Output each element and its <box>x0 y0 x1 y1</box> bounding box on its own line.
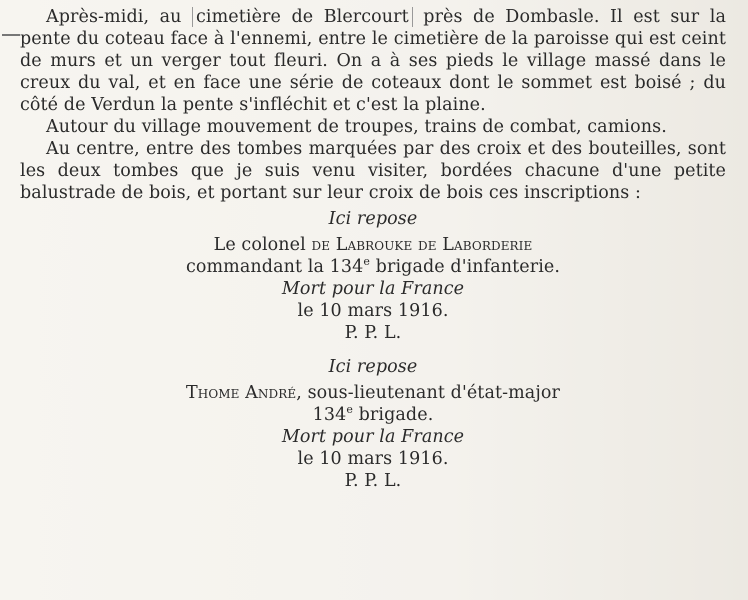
place-name: cimetière de Blercourt <box>192 7 413 27</box>
brigade2-text-a: 134 <box>312 405 347 425</box>
brigade2-sup: e <box>346 403 353 417</box>
paragraph-2: Autour du village mouvement de troupes, trains de combat, camions. <box>46 117 667 137</box>
brigade2-text-b: brigade. <box>352 405 434 425</box>
paragraph-3: Au centre, entre des tombes marquées par des croix et des bouteilles, sont les deux tombes que je suis venu visiter, bordées chacune d'une petite balustrade de bois, et portant sur leur croix de bois ces inscriptions : <box>20 139 726 203</box>
mort-2: Mort pour la France <box>281 427 465 447</box>
paragraph-1 <box>20 6 726 116</box>
thome-rank: , sous-lieutenant d'état-major <box>296 383 560 403</box>
brigade-text-b: brigade d'infanterie. <box>370 257 561 277</box>
ppl-2: P. P. L. <box>344 471 402 491</box>
margin-mark <box>2 34 20 36</box>
colonel-name: de Labrouke de Laborderie <box>311 235 533 255</box>
inscription-2-line-1 <box>20 382 726 404</box>
thome-name: Thome André <box>186 383 297 403</box>
inscription-2 <box>20 356 726 492</box>
inscription-1-line-2 <box>20 256 726 278</box>
inscription-1 <box>20 208 726 344</box>
date-2: le 10 mars 1916. <box>297 449 449 469</box>
mort-1: Mort pour la France <box>281 279 465 299</box>
colonel-prefix: Le colonel <box>213 235 312 255</box>
ici-repose-1: Ici repose <box>328 209 418 229</box>
ici-repose-2: Ici repose <box>328 357 418 377</box>
page-text <box>20 6 726 492</box>
inscription-1-line-1 <box>20 234 726 256</box>
inscription-2-line-2 <box>20 404 726 426</box>
brigade-sup: e <box>363 255 371 269</box>
date-1: le 10 mars 1916. <box>297 301 449 321</box>
p1-text-b: près de Dombasle. Il est sur la pente du coteau face à l'ennemi, entre le cimetière de la paroisse qui est ceint de murs et un verger tout fleuri. On a à ses pieds le village massé dans le creux du val, et en face une série de coteaux dont le sommet est boisé ; du côté de Verdun la pente s'infléchit et c'est la plaine. <box>20 7 726 115</box>
ppl-1: P. P. L. <box>344 323 402 343</box>
brigade-text-a: commandant la 134 <box>185 257 364 277</box>
p1-text-a: Après-midi, au <box>46 7 192 27</box>
